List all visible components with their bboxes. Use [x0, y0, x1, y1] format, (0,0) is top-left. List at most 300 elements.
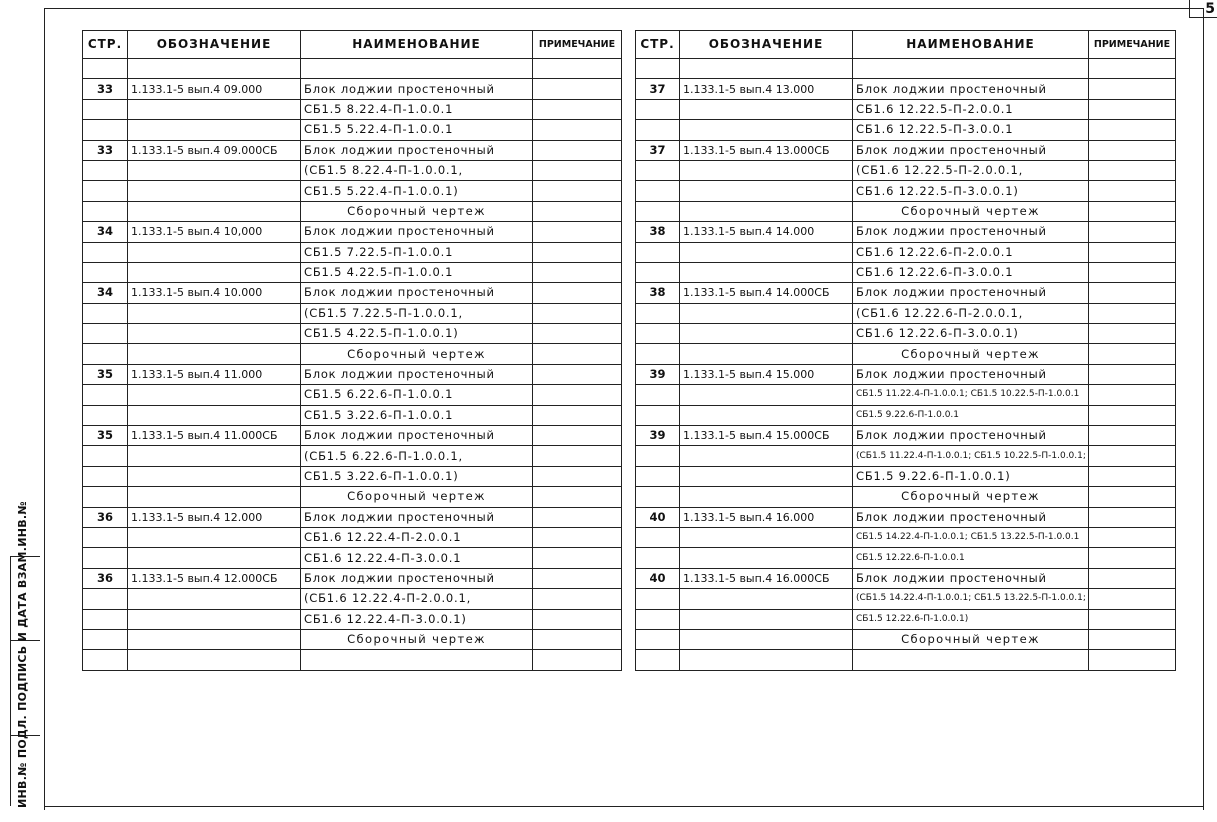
cell-note: [533, 201, 622, 221]
cell-name: Блок лоджии простеночный: [853, 79, 1089, 99]
cell-note: [533, 405, 622, 425]
cell-code: [128, 344, 301, 364]
cell-code: [680, 160, 853, 180]
cell-page: [83, 466, 128, 486]
cell-note: [533, 548, 622, 568]
table-row: [83, 589, 622, 609]
table-row: [636, 222, 1176, 242]
table-row: [83, 548, 622, 568]
cell-name: Сборочный чертеж: [853, 629, 1089, 649]
cell-note: [533, 303, 622, 323]
table-row: [83, 59, 622, 79]
table-row: [83, 650, 622, 670]
table-row: [636, 79, 1176, 99]
table-row: [636, 629, 1176, 649]
cell-code: 1.133.1-5 вып.4 14.000: [680, 222, 853, 242]
cell-page: [636, 344, 680, 364]
cell-code: [128, 262, 301, 282]
cell-code: [680, 59, 853, 79]
cell-note: [1089, 99, 1176, 119]
cell-note: [1089, 283, 1176, 303]
table-row: [83, 344, 622, 364]
table-row: [83, 222, 622, 242]
cell-name: СБ1.5 12.22.6-П-1.0.0.1: [853, 548, 1089, 568]
header-code: ОБОЗНАЧЕНИЕ: [128, 31, 301, 59]
cell-code: [128, 527, 301, 547]
cell-note: [533, 629, 622, 649]
cell-code: [680, 609, 853, 629]
table-row: [83, 160, 622, 180]
cell-code: [680, 466, 853, 486]
cell-name: Сборочный чертеж: [853, 344, 1089, 364]
cell-name: (СБ1.5 8.22.4-П-1.0.0.1,: [301, 160, 533, 180]
table-row: [636, 446, 1176, 466]
table-row: [636, 589, 1176, 609]
table-row: [83, 140, 622, 160]
cell-name: СБ1.5 5.22.4-П-1.0.0.1: [301, 120, 533, 140]
cell-page: 35: [83, 426, 128, 446]
table-row: [83, 629, 622, 649]
cell-code: [680, 589, 853, 609]
cell-page: 34: [83, 222, 128, 242]
cell-code: [128, 609, 301, 629]
cell-name: (СБ1.5 7.22.5-П-1.0.0.1,: [301, 303, 533, 323]
cell-code: [680, 650, 853, 670]
cell-code: [680, 242, 853, 262]
cell-note: [533, 527, 622, 547]
cell-name: СБ1.5 7.22.5-П-1.0.0.1: [301, 242, 533, 262]
cell-page: [83, 262, 128, 282]
cell-code: 1.133.1-5 вып.4 13.000: [680, 79, 853, 99]
cell-code: [128, 548, 301, 568]
table-row: [83, 609, 622, 629]
cell-note: [1089, 609, 1176, 629]
table-row: [83, 99, 622, 119]
cell-page: [83, 609, 128, 629]
cell-note: [1089, 527, 1176, 547]
cell-code: [680, 629, 853, 649]
cell-code: [128, 589, 301, 609]
page-number: 5: [1189, 0, 1217, 18]
cell-note: [533, 609, 622, 629]
cell-name: СБ1.5 4.22.5-П-1.0.0.1): [301, 324, 533, 344]
cell-code: 1.133.1-5 вып.4 12.000СБ: [128, 568, 301, 588]
cell-note: [1089, 324, 1176, 344]
cell-note: [533, 650, 622, 670]
header-name: НАИМЕНОВАНИЕ: [853, 31, 1089, 59]
cell-note: [1089, 79, 1176, 99]
cell-code: 1.133.1-5 вып.4 09.000СБ: [128, 140, 301, 160]
table-row: [636, 262, 1176, 282]
cell-note: [1089, 507, 1176, 527]
table-row: [83, 568, 622, 588]
cell-page: [636, 160, 680, 180]
cell-code: 1.133.1-5 вып.4 12.000: [128, 507, 301, 527]
cell-code: [128, 324, 301, 344]
cell-name: СБ1.6 12.22.5-П-2.0.0.1: [853, 99, 1089, 119]
cell-code: 1.133.1-5 вып.4 14.000СБ: [680, 283, 853, 303]
cell-name: СБ1.5 12.22.6-П-1.0.0.1): [853, 609, 1089, 629]
cell-note: [533, 324, 622, 344]
cell-code: [680, 487, 853, 507]
cell-name: Блок лоджии простеночный: [853, 140, 1089, 160]
cell-name: Блок лоджии простеночный: [301, 426, 533, 446]
header-name: НАИМЕНОВАНИЕ: [301, 31, 533, 59]
table-row: [636, 99, 1176, 119]
cell-code: [680, 548, 853, 568]
cell-page: [83, 446, 128, 466]
header-code: ОБОЗНАЧЕНИЕ: [680, 31, 853, 59]
cell-page: 40: [636, 568, 680, 588]
cell-name: СБ1.5 9.22.6-П-1.0.0.1): [853, 466, 1089, 486]
cell-note: [1089, 446, 1176, 466]
cell-name: Сборочный чертеж: [853, 487, 1089, 507]
cell-code: [680, 324, 853, 344]
cell-page: [83, 527, 128, 547]
cell-code: 1.133.1-5 вып.4 11.000: [128, 364, 301, 384]
cell-page: 33: [83, 79, 128, 99]
cell-page: [636, 487, 680, 507]
table-row: [83, 487, 622, 507]
cell-name: СБ1.5 8.22.4-П-1.0.0.1: [301, 99, 533, 119]
table-row: [636, 344, 1176, 364]
table-row: [636, 650, 1176, 670]
cell-name: (СБ1.5 6.22.6-П-1.0.0.1,: [301, 446, 533, 466]
cell-code: 1.133.1-5 вып.4 09.000: [128, 79, 301, 99]
cell-name: (СБ1.6 12.22.4-П-2.0.0.1,: [301, 589, 533, 609]
cell-name: Блок лоджии простеночный: [301, 222, 533, 242]
cell-code: 1.133.1-5 вып.4 10,000: [128, 222, 301, 242]
cell-page: [83, 242, 128, 262]
cell-page: [636, 324, 680, 344]
cell-name: [853, 650, 1089, 670]
cell-name: [301, 59, 533, 79]
cell-name: [301, 650, 533, 670]
table-header-row: [636, 31, 1176, 59]
cell-note: [1089, 201, 1176, 221]
cell-page: [83, 201, 128, 221]
table-header-row: [83, 31, 622, 59]
cell-code: [128, 120, 301, 140]
table-row: [83, 262, 622, 282]
table-row: [83, 446, 622, 466]
cell-code: 1.133.1-5 вып.4 13.000СБ: [680, 140, 853, 160]
cell-page: 38: [636, 222, 680, 242]
cell-name: Сборочный чертеж: [301, 487, 533, 507]
cell-code: [128, 446, 301, 466]
table-row: [636, 405, 1176, 425]
cell-note: [533, 79, 622, 99]
cell-name: Сборочный чертеж: [301, 201, 533, 221]
cell-note: [1089, 487, 1176, 507]
cell-note: [1089, 140, 1176, 160]
table-row: [636, 303, 1176, 323]
cell-code: [128, 629, 301, 649]
cell-code: [680, 446, 853, 466]
cell-name: Блок лоджии простеночный: [853, 364, 1089, 384]
cell-page: 37: [636, 79, 680, 99]
cell-page: [636, 589, 680, 609]
table-row: [636, 609, 1176, 629]
cell-note: [533, 120, 622, 140]
table-row: [636, 507, 1176, 527]
cell-name: СБ1.5 4.22.5-П-1.0.0.1: [301, 262, 533, 282]
cell-note: [533, 426, 622, 446]
cell-page: 36: [83, 568, 128, 588]
cell-note: [533, 59, 622, 79]
cell-code: 1.133.1-5 вып.4 16.000: [680, 507, 853, 527]
cell-note: [533, 568, 622, 588]
cell-page: 39: [636, 426, 680, 446]
cell-page: [636, 59, 680, 79]
cell-page: [83, 650, 128, 670]
cell-page: [636, 466, 680, 486]
cell-code: 1.133.1-5 вып.4 15.000СБ: [680, 426, 853, 446]
cell-note: [1089, 568, 1176, 588]
cell-note: [533, 487, 622, 507]
table-row: [83, 364, 622, 384]
table-row: [636, 324, 1176, 344]
cell-page: [83, 589, 128, 609]
cell-note: [1089, 405, 1176, 425]
cell-note: [1089, 548, 1176, 568]
cell-page: 35: [83, 364, 128, 384]
cell-name: Блок лоджии простеночный: [301, 568, 533, 588]
side-stamp-label: ИНВ.№ ПОДЛ. ПОДПИСЬ И ДАТА ВЗАМ.ИНВ.№: [16, 501, 29, 808]
table-row: [83, 324, 622, 344]
cell-page: [83, 303, 128, 323]
table-row: [83, 527, 622, 547]
cell-page: 36: [83, 507, 128, 527]
cell-note: [1089, 629, 1176, 649]
cell-code: [128, 160, 301, 180]
cell-note: [1089, 262, 1176, 282]
cell-name: (СБ1.6 12.22.6-П-2.0.0.1,: [853, 303, 1089, 323]
cell-note: [1089, 650, 1176, 670]
cell-note: [1089, 426, 1176, 446]
cell-code: 1.133.1-5 вып.4 15.000: [680, 364, 853, 384]
cell-name: [853, 59, 1089, 79]
cell-note: [533, 160, 622, 180]
table-row: [636, 283, 1176, 303]
cell-name: Блок лоджии простеночный: [301, 507, 533, 527]
cell-page: [636, 405, 680, 425]
table-row: [636, 466, 1176, 486]
cell-page: [83, 344, 128, 364]
cell-code: [680, 344, 853, 364]
table-row: [83, 426, 622, 446]
cell-name: СБ1.6 12.22.5-П-3.0.0.1): [853, 181, 1089, 201]
cell-note: [1089, 303, 1176, 323]
cell-page: 37: [636, 140, 680, 160]
cell-name: СБ1.6 12.22.4-П-3.0.0.1): [301, 609, 533, 629]
cell-note: [533, 364, 622, 384]
cell-note: [533, 446, 622, 466]
cell-name: Сборочный чертеж: [301, 629, 533, 649]
cell-note: [1089, 181, 1176, 201]
cell-code: [128, 405, 301, 425]
cell-code: [680, 527, 853, 547]
table-row: [83, 242, 622, 262]
cell-page: [636, 303, 680, 323]
cell-note: [533, 222, 622, 242]
cell-code: [128, 242, 301, 262]
cell-code: [680, 181, 853, 201]
cell-note: [1089, 160, 1176, 180]
cell-code: 1.133.1-5 вып.4 11.000СБ: [128, 426, 301, 446]
cell-page: [636, 181, 680, 201]
cell-page: [636, 201, 680, 221]
cell-note: [1089, 364, 1176, 384]
cell-name: СБ1.6 12.22.4-П-3.0.0.1: [301, 548, 533, 568]
table-row: [83, 466, 622, 486]
cell-note: [1089, 466, 1176, 486]
cell-page: [636, 99, 680, 119]
cell-name: СБ1.5 3.22.6-П-1.0.0.1: [301, 405, 533, 425]
cell-page: [636, 629, 680, 649]
cell-page: [83, 548, 128, 568]
cell-name: Блок лоджии простеночный: [301, 283, 533, 303]
cell-note: [1089, 120, 1176, 140]
cell-note: [533, 140, 622, 160]
cell-page: [83, 385, 128, 405]
cell-code: [680, 303, 853, 323]
cell-page: [83, 181, 128, 201]
table-row: [636, 527, 1176, 547]
cell-note: [533, 466, 622, 486]
cell-note: [1089, 385, 1176, 405]
cell-page: [83, 120, 128, 140]
table-row: [636, 242, 1176, 262]
cell-page: [636, 120, 680, 140]
table-row: [636, 181, 1176, 201]
table-row: [636, 160, 1176, 180]
table-row: [636, 568, 1176, 588]
cell-name: СБ1.6 12.22.4-П-2.0.0.1: [301, 527, 533, 547]
cell-page: [636, 262, 680, 282]
cell-page: [83, 629, 128, 649]
table-row: [636, 59, 1176, 79]
cell-code: [680, 201, 853, 221]
cell-note: [533, 242, 622, 262]
header-page: СТР.: [636, 31, 680, 59]
cell-name: СБ1.5 3.22.6-П-1.0.0.1): [301, 466, 533, 486]
cell-page: 39: [636, 364, 680, 384]
cell-name: Блок лоджии простеночный: [853, 568, 1089, 588]
cell-name: СБ1.6 12.22.5-П-3.0.0.1: [853, 120, 1089, 140]
cell-page: [636, 548, 680, 568]
table-row: [636, 385, 1176, 405]
cell-code: [128, 201, 301, 221]
table-row: [636, 201, 1176, 221]
cell-name: Сборочный чертеж: [301, 344, 533, 364]
cell-note: [1089, 222, 1176, 242]
cell-code: [680, 405, 853, 425]
cell-note: [1089, 242, 1176, 262]
cell-name: СБ1.6 12.22.6-П-3.0.0.1: [853, 262, 1089, 282]
table-row: [83, 303, 622, 323]
cell-page: [636, 385, 680, 405]
cell-code: [128, 59, 301, 79]
cell-note: [533, 344, 622, 364]
cell-page: [636, 609, 680, 629]
cell-page: [636, 242, 680, 262]
cell-note: [533, 507, 622, 527]
cell-page: [83, 59, 128, 79]
cell-name: СБ1.5 14.22.4-П-1.0.0.1; СБ1.5 13.22.5-П-1.0.0.1: [853, 527, 1089, 547]
table-row: [83, 283, 622, 303]
cell-code: [128, 99, 301, 119]
cell-name: Сборочный чертеж: [853, 201, 1089, 221]
table-row: [636, 364, 1176, 384]
cell-code: [128, 487, 301, 507]
cell-page: 40: [636, 507, 680, 527]
cell-page: [636, 650, 680, 670]
table-row: [83, 181, 622, 201]
cell-page: [83, 160, 128, 180]
cell-page: 38: [636, 283, 680, 303]
cell-name: (СБ1.5 11.22.4-П-1.0.0.1; СБ1.5 10.22.5-П-1.0.0.1;: [853, 446, 1089, 466]
cell-page: [83, 487, 128, 507]
cell-code: [128, 466, 301, 486]
cell-name: Блок лоджии простеночный: [853, 222, 1089, 242]
header-note: ПРИМЕЧАНИЕ: [533, 31, 622, 59]
table-row: [636, 548, 1176, 568]
cell-note: [533, 99, 622, 119]
cell-name: СБ1.5 11.22.4-П-1.0.0.1; СБ1.5 10.22.5-П-1.0.0.1: [853, 385, 1089, 405]
cell-code: [680, 120, 853, 140]
table-row: [83, 385, 622, 405]
cell-name: СБ1.5 9.22.6-П-1.0.0.1: [853, 405, 1089, 425]
cell-note: [1089, 589, 1176, 609]
left-spec-table: [82, 30, 622, 671]
cell-code: 1.133.1-5 вып.4 16.000СБ: [680, 568, 853, 588]
cell-code: [128, 650, 301, 670]
table-row: [83, 79, 622, 99]
table-row: [636, 426, 1176, 446]
table-row: [83, 120, 622, 140]
table-row: [83, 507, 622, 527]
cell-name: СБ1.6 12.22.6-П-2.0.0.1: [853, 242, 1089, 262]
table-row: [83, 201, 622, 221]
cell-name: СБ1.5 5.22.4-П-1.0.0.1): [301, 181, 533, 201]
table-row: [636, 487, 1176, 507]
cell-name: СБ1.5 6.22.6-П-1.0.0.1: [301, 385, 533, 405]
cell-code: [128, 181, 301, 201]
cell-name: СБ1.6 12.22.6-П-3.0.0.1): [853, 324, 1089, 344]
cell-page: [636, 446, 680, 466]
cell-note: [533, 262, 622, 282]
cell-name: (СБ1.6 12.22.5-П-2.0.0.1,: [853, 160, 1089, 180]
cell-note: [533, 283, 622, 303]
cell-note: [533, 385, 622, 405]
cell-note: [533, 181, 622, 201]
cell-code: 1.133.1-5 вып.4 10.000: [128, 283, 301, 303]
cell-name: Блок лоджии простеночный: [301, 364, 533, 384]
header-note: ПРИМЕЧАНИЕ: [1089, 31, 1176, 59]
frame-bottom-line: [44, 806, 1204, 807]
cell-note: [1089, 344, 1176, 364]
cell-code: [680, 385, 853, 405]
table-row: [636, 120, 1176, 140]
cell-name: Блок лоджии простеночный: [853, 507, 1089, 527]
cell-page: 33: [83, 140, 128, 160]
table-row: [83, 405, 622, 425]
cell-name: (СБ1.5 14.22.4-П-1.0.0.1; СБ1.5 13.22.5-П-1.0.0.1;: [853, 589, 1089, 609]
cell-page: 34: [83, 283, 128, 303]
header-page: СТР.: [83, 31, 128, 59]
cell-page: [83, 324, 128, 344]
